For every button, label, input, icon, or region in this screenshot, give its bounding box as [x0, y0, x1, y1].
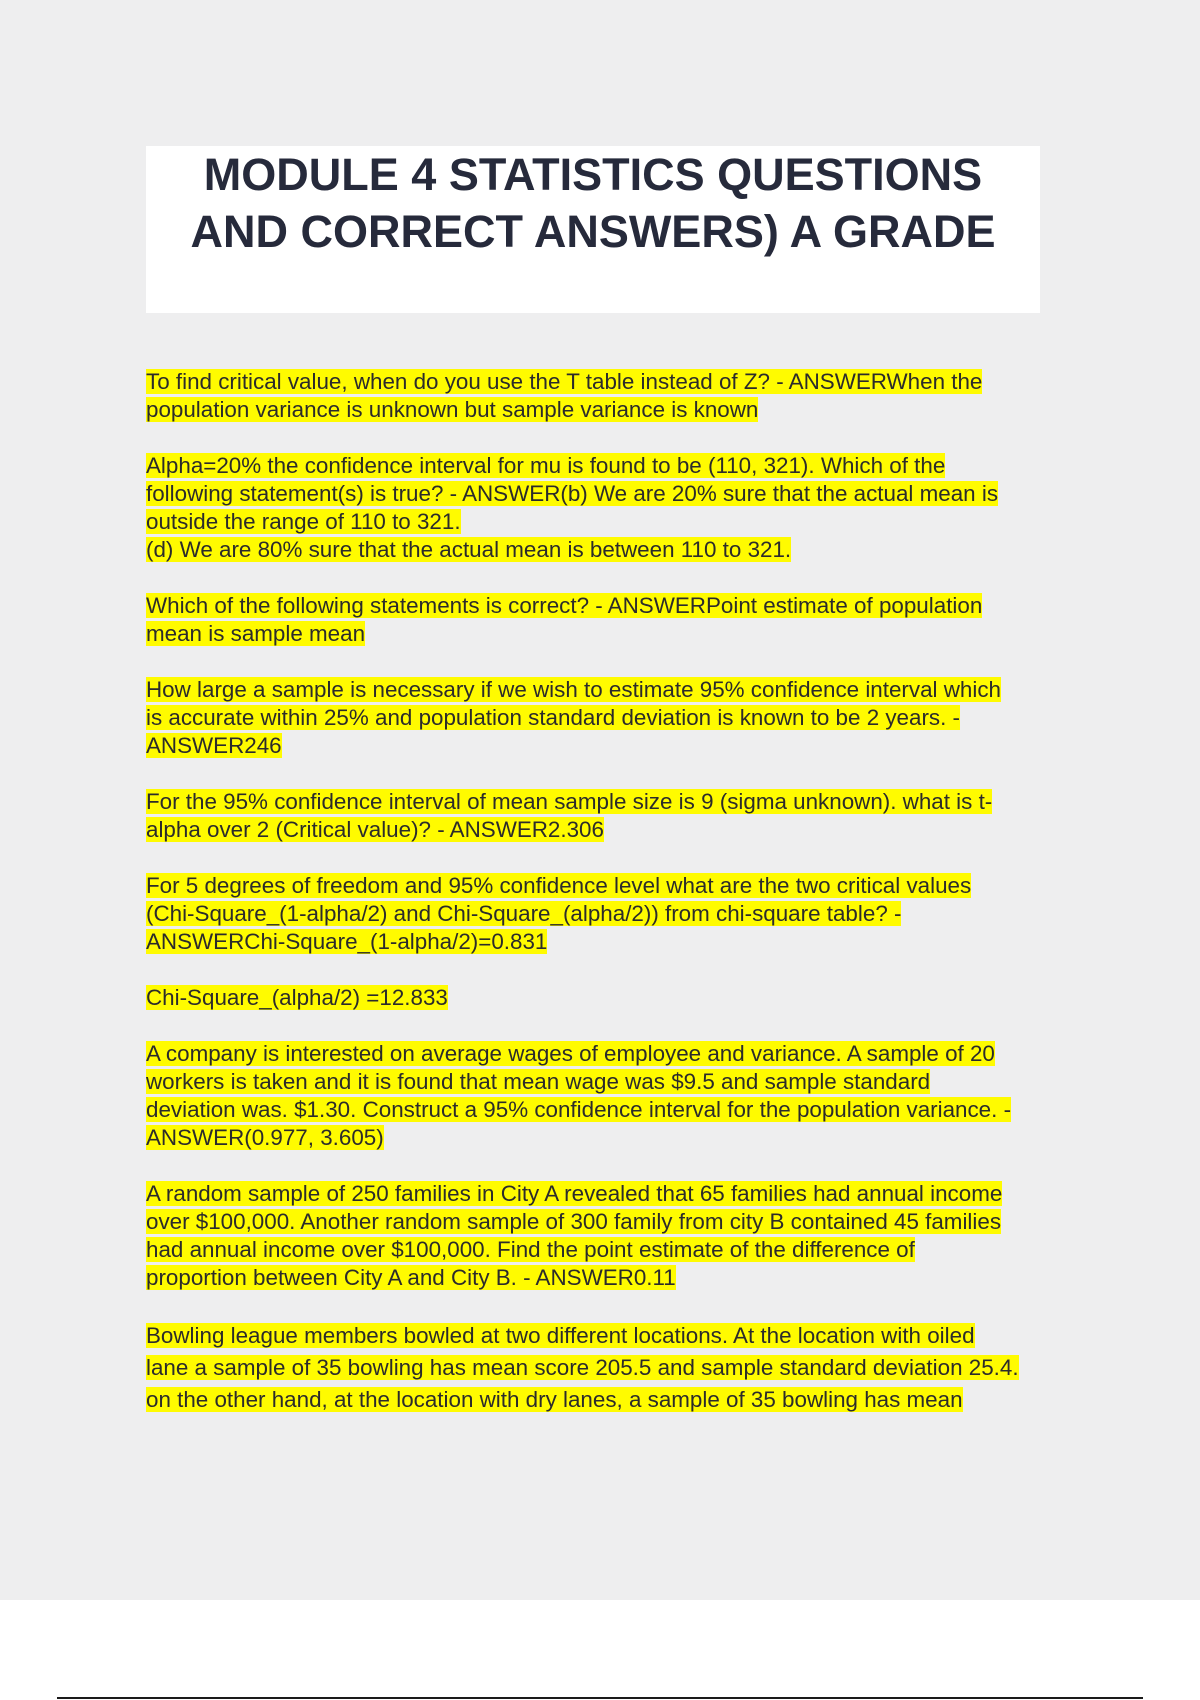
qa-entry [146, 452, 1086, 564]
qa-text: Bowling league members bowled at two different locations. At the location with oiled lane a sample of 35 bowling has mean score 205.5 and sample standard deviation 25.4. on the other hand, at the location with dry lanes, a sample of 35 bowling has mean [146, 1323, 1019, 1412]
qa-entry [146, 1040, 1086, 1152]
qa-entry [146, 368, 1086, 424]
page-footer [0, 1600, 1200, 1700]
qa-text: A company is interested on average wages of employee and variance. A sample of 20 workers is taken and it is found that mean wage was $9.5 and sample standard deviation was. $1.30. Construct a 95% confidence interval for the population variance. - ANSWER(0.977, 3.605) [146, 1041, 1012, 1150]
footer-rule [57, 1697, 1143, 1699]
qa-list [146, 368, 1086, 1444]
qa-text: Alpha=20% the confidence interval for mu is found to be (110, 321). Which of the following statement(s) is true? - ANSWER(b) We are 20% sure that the actual mean is outside the range of 110 to 321. (d) We are 80% sure that the actual mean is between 110 to 321. [146, 453, 999, 562]
qa-entry [146, 592, 1086, 648]
qa-entry [146, 1320, 1086, 1416]
qa-text: To find critical value, when do you use the T table instead of Z? - ANSWERWhen the population variance is unknown but sample variance is known [146, 369, 983, 422]
qa-entry [146, 1180, 1086, 1292]
qa-entry [146, 676, 1086, 760]
qa-text: Which of the following statements is correct? - ANSWERPoint estimate of population mean is sample mean [146, 593, 983, 646]
qa-entry [146, 984, 1086, 1012]
qa-text: How large a sample is necessary if we wish to estimate 95% confidence interval which is accurate within 25% and population standard deviation is known to be 2 years. - ANSWER246 [146, 677, 1001, 758]
qa-text: For the 95% confidence interval of mean sample size is 9 (sigma unknown). what is t- alpha over 2 (Critical value)? - ANSWER2.306 [146, 789, 993, 842]
qa-text: A random sample of 250 families in City A revealed that 65 families had annual income over $100,000. Another random sample of 300 family from city B contained 45 families had annual income over $100,000. Find the point estimate of the difference of proportion between City A and City B. - ANSWER0.11 [146, 1181, 1003, 1290]
qa-entry [146, 788, 1086, 844]
qa-text: Chi-Square_(alpha/2) =12.833 [146, 985, 448, 1010]
document-title [146, 146, 1040, 260]
qa-text: For 5 degrees of freedom and 95% confidence level what are the two critical values (Chi-Square_(1-alpha/2) and Chi-Square_(alpha/2)) from chi-square table? - ANSWERChi-Square_(1-alpha/2)=0.831 [146, 873, 972, 954]
qa-entry [146, 872, 1086, 956]
title-line-1: MODULE 4 STATISTICS QUESTIONS [203, 149, 983, 200]
title-line-2: AND CORRECT ANSWERS) A GRADE [190, 206, 996, 257]
title-box [146, 146, 1040, 313]
